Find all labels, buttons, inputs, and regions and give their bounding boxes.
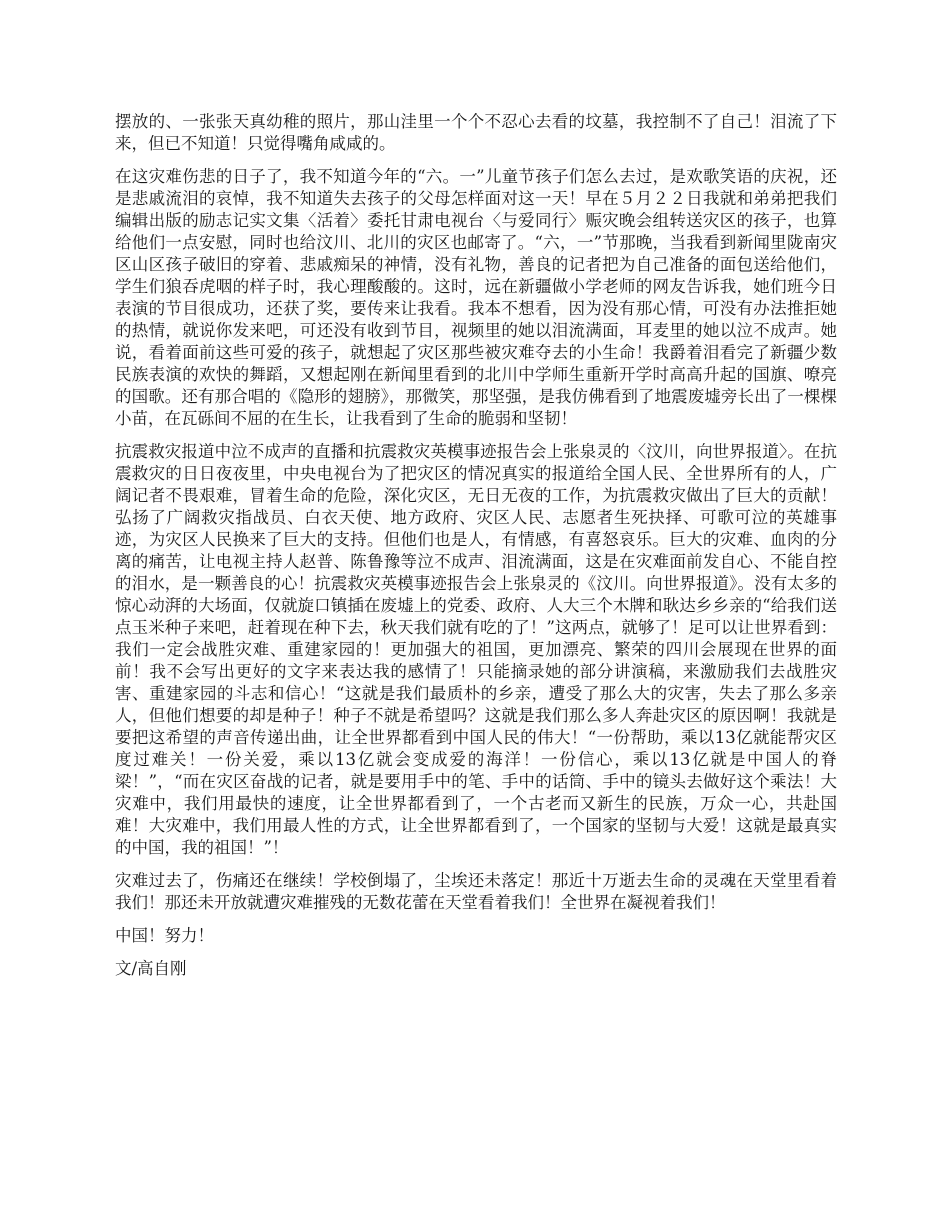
paragraph-aftermath: 灾难过去了，伤痛还在继续！学校倒塌了，尘埃还未落定！那近十万逝去生命的灵魂在天堂里看着我们！那还未开放就遭灾难摧残的无数花蕾在天堂看着我们！全世界在凝视着我们！ — [115, 871, 837, 912]
document-page — [115, 111, 837, 991]
paragraph-childrens-day: 在这灾难伤悲的日子了，我不知道今年的“六。一”儿童节孩子们怎么去过，是欢歌笑语的庆祝，还是悲戚流泪的哀悼，我不知道失去孩子的父母怎样面对这一天！早在５月２２日我就和弟弟把我们编辑出版的励志记实文集〈活着〉委托甘肃电视台〈与爱同行〉赈灾晚会组转送灾区的孩子，也算给他们一点安慰，同时也给汶川、北川的灾区也邮寄了。“六，一”节那晚，当我看到新闻里陇南灾区山区孩子破旧的穿着、悲戚痴呆的神情，没有礼物，善良的记者把为自己准备的面包送给他们，学生们狼吞虎咽的样子时，我心理酸酸的。这时，远在新疆做小学老师的网友告诉我，她们班今日表演的节目很成功，还获了奖，要传来让我看。我本不想看，因为没有那心情，可没有办法推拒她的热情，就说你发来吧，可还没有收到节目，视频里的她以泪流满面，耳麦里的她以泣不成声。她说，看着面前这些可爱的孩子，就想起了灾区那些被灾难夺去的小生命！我爵着泪看完了新疆少数民族表演的欢快的舞蹈，又想起刚在新闻里看到的北川中学师生重新开学时高高升起的国旗、嘹亮的国歌。还有那合唱的《隐形的翅膀》，那微笑，那坚强，是我仿佛看到了地震废墟旁长出了一棵棵小苗，在瓦砾间不屈的在生长，让我看到了生命的脆弱和坚韧！ — [115, 167, 837, 428]
paragraph-slogan: 中国！努力！ — [115, 926, 214, 945]
author-signature: 文/高自刚 — [115, 959, 187, 978]
paragraph-photos-and-graves: 摆放的、一张张天真幼稚的照片，那山洼里一个个不忍心去看的坟墓，我控制不了自己！泪流了下来，但已不知道！只觉得嘴角咸咸的。 — [115, 112, 837, 153]
paragraph-earthquake-reporting: 抗震救灾报道中泣不成声的直播和抗震救灾英模事迹报告会上张泉灵的〈汶川，向世界报道〉。在抗震救灾的日日夜夜里，中央电视台为了把灾区的情况真实的报道给全国人民、全世界所有的人，广阔记者不畏艰难，冒着生命的危险，深化灾区，无日无夜的工作，为抗震救灾做出了巨大的贡献！弘扬了广阔救灾指战员、白衣天使、地方政府、灾区人民、志愿者生死抉择、可歌可泣的英雄事迹，为灾区人民换来了巨大的支持。但他们也是人，有情感，有喜怒哀乐。巨大的灾难、血肉的分离的痛苦，让电视主持人赵普、陈鲁豫等泣不成声、泪流满面，这是在灾难面前发自心、不能自控的泪水，是一颗善良的心！抗震救灾英模事迹报告会上张泉灵的《汶川。向世界报道》。没有太多的惊心动湃的大场面，仅就旋口镇插在废墟上的党委、政府、人大三个木牌和耿达乡乡亲的“给我们送点玉米种子来吧，赶着现在种下去，秋天我们就有吃的了！”这两点，就够了！足可以让世界看到：我们一定会战胜灾难、重建家园的！更加强大的祖国，更加漂亮、繁荣的四川会展现在世界的面前！我不会写出更好的文字来表达我的感情了！只能摘录她的部分讲演稿，来激励我们去战胜灾害、重建家园的斗志和信心！“这就是我们最质朴的乡亲，遭受了那么大的灾害，失去了那么多亲人，但他们想要的却是种子！种子不就是希望吗？这就是我们那么多人奔赴灾区的原因啊！我就是要把这希望的声音传递出曲，让全世界都看到中国人民的伟大！“一份帮助，乘以13亿就能帮灾区度过难关！一份关爱，乘以13亿就会变成爱的海洋！一份信心，乘以13亿就是中国人的脊梁！”，“而在灾区奋战的记者，就是要用手中的笔、手中的话筒、手中的镜头去做好这个乘法！大灾难中，我们用最快的速度，让全世界都看到了，一个古老而又新生的民族，万众一心，共赴国难！大灾难中，我们用最人性的方式，让全世界都看到了，一个国家的坚韧与大爱！这就是最真实的中国，我的祖国！”！ — [115, 442, 837, 857]
